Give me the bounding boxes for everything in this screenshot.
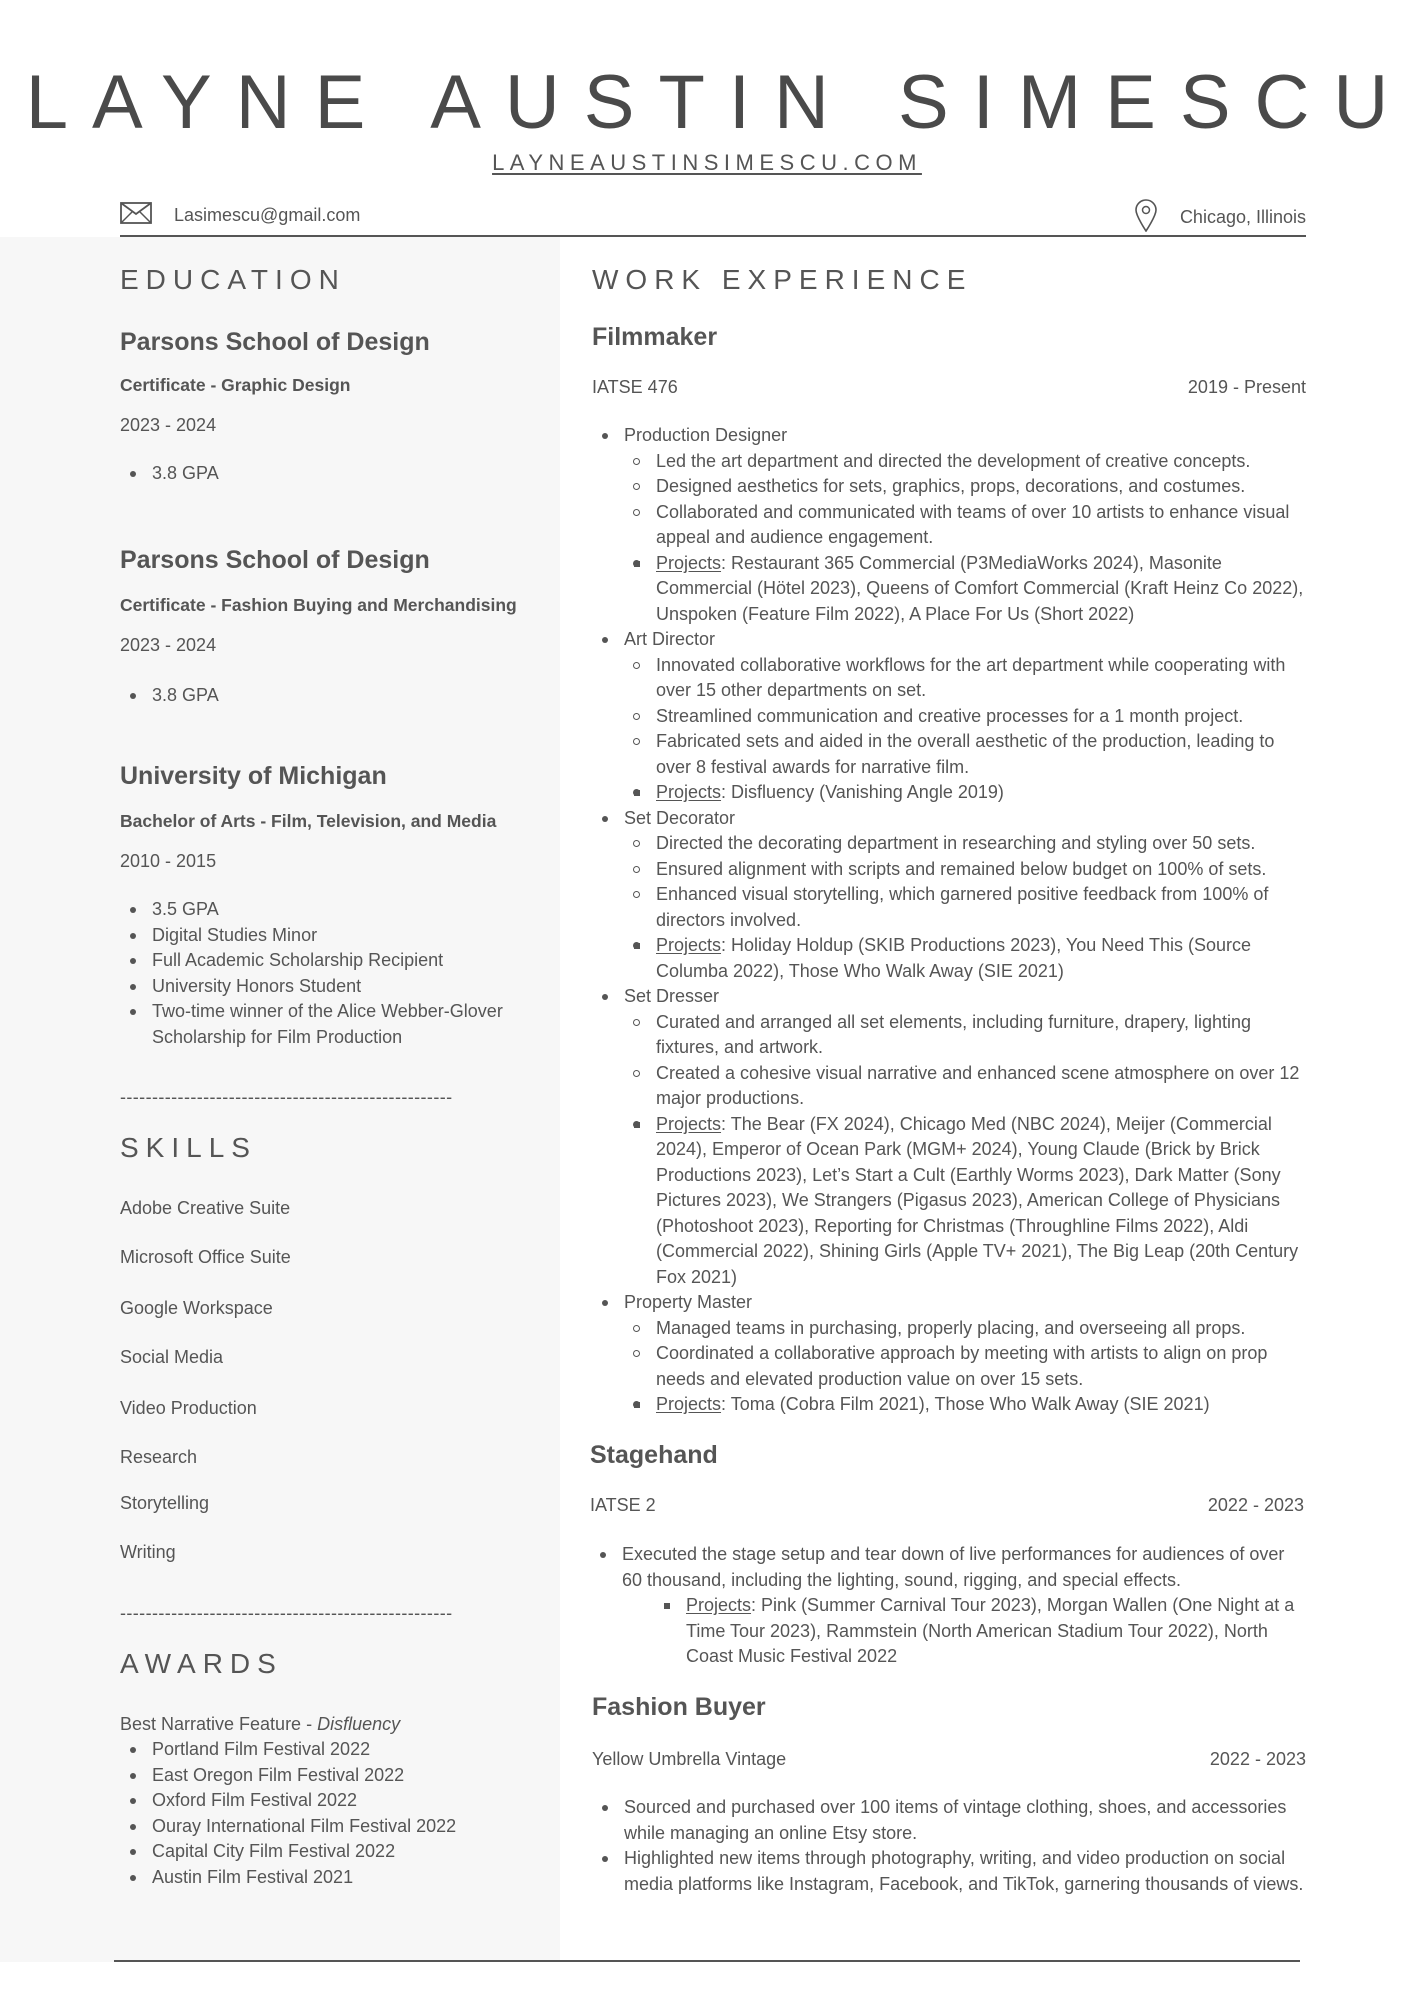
- award-category: Best Narrative Feature -: [120, 1714, 318, 1734]
- role-points: [624, 831, 1306, 984]
- list-item: Oxford Film Festival 2022: [120, 1788, 530, 1814]
- projects-text: Holiday Holdup (SKIB Productions 2023), You Need This (Source Columba 2022), Those Who Walk Away (SIE 2021): [656, 935, 1252, 981]
- education-details: [120, 461, 520, 487]
- map-pin-icon: [1134, 198, 1158, 237]
- list-item: Curated and arranged all set elements, including furniture, drapery, lighting fixtures, and artwork.: [624, 1010, 1306, 1061]
- projects-text: Pink (Summer Carnival Tour 2023), Morgan Wallen (One Night at a Time Tour 2023), Rammstein (North American Stadium Tour 2022), North Coast Music Festival 2022: [686, 1595, 1295, 1666]
- projects-list: [624, 780, 1306, 806]
- skill-item: Writing: [120, 1542, 176, 1562]
- location-contact: [1134, 198, 1306, 237]
- projects-item: Projects: Restaurant 365 Commercial (P3MediaWorks 2024), Masonite Commercial (Hötel 2023), Queens of Comfort Commercial (Kraft Heinz Co 2022), Unspoken (Feature Film 2022), A Place For Us (Short 2022): [624, 551, 1306, 628]
- job-dates: 2022 - 2023: [1207, 1495, 1304, 1515]
- list-item: Ouray International Film Festival 2022: [120, 1814, 530, 1840]
- skill-item: Microsoft Office Suite: [120, 1247, 291, 1267]
- list-item: Full Academic Scholarship Recipient: [120, 948, 530, 974]
- projects-wrap: [624, 780, 1306, 806]
- education-school: University of Michigan: [120, 762, 387, 790]
- list-item: University Honors Student: [120, 974, 530, 1000]
- job-title: Filmmaker: [592, 323, 718, 351]
- list-item: [590, 1542, 1304, 1670]
- role-title: Property Master: [624, 1292, 753, 1312]
- education-title: EDUCATION: [120, 264, 346, 295]
- projects-item: Projects: Holiday Holdup (SKIB Productions 2023), You Need This (Source Columba 2022), Those Who Walk Away (SIE 2021): [624, 933, 1306, 984]
- list-item: Designed aesthetics for sets, graphics, props, decorations, and costumes.: [624, 474, 1306, 500]
- projects-label: Projects: [656, 1113, 722, 1134]
- projects-text: The Bear (FX 2024), Chicago Med (NBC 2024), Meijer (Commercial 2024), Emperor of Ocean Park (MGM+ 2024), Young Claude (Brick by Brick Productions 2023), Let’s Start a Cult (Earthly Worms 2023), Dark Matter (Sony Pictures 2023), We Strangers (Pigasus 2023), American College of Physicians (Photoshoot 2023), Reporting for Christmas (Throughline Films 2022), Aldi (Commercial 2022), Shining Girls (Apple TV+ 2021), The Big Leap (20th Century Fox 2021): [656, 1113, 1299, 1287]
- candidate-name: LAYNE AUSTIN SIMESCU: [25, 60, 1413, 145]
- job-meta: [590, 1495, 1304, 1521]
- projects-item: Projects: The Bear (FX 2024), Chicago Med (NBC 2024), Meijer (Commercial 2024), Emperor of Ocean Park (MGM+ 2024), Young Claude (Brick by Brick Productions 2023), Let’s Start a Cult (Earthly Worms 2023), Dark Matter (Sony Pictures 2023), We Strangers (Pigasus 2023), American College of Physicians (Photoshoot 2023), Reporting for Christmas (Throughline Films 2022), Aldi (Commercial 2022), Shining Girls (Apple TV+ 2021), The Big Leap (20th Century Fox 2021): [624, 1112, 1306, 1291]
- projects-item: Projects: Pink (Summer Carnival Tour 2023), Morgan Wallen (One Night at a Time Tour 2023), Rammstein (North American Stadium Tour 2022), North Coast Music Festival 2022: [654, 1593, 1304, 1670]
- projects-wrap: [624, 933, 1306, 984]
- job-meta: [592, 1749, 1306, 1775]
- award-heading: [120, 1712, 400, 1737]
- role-points: [624, 653, 1306, 806]
- education-school: Parsons School of Design: [120, 328, 430, 356]
- job-points: [590, 1542, 1304, 1670]
- skill-item: Storytelling: [120, 1493, 210, 1513]
- section-divider: ----------------------------------------------------: [120, 1603, 453, 1623]
- list-item: Collaborated and communicated with teams of over 10 artists to enhance visual appeal and audience engagement.: [624, 500, 1306, 551]
- projects-list: [624, 1392, 1306, 1418]
- projects-label: Projects: [686, 1595, 752, 1615]
- list-item: Innovated collaborative workflows for the art department while cooperating with over 15 other departments on set.: [624, 653, 1306, 704]
- projects-list: [624, 933, 1306, 984]
- list-item: Coordinated a collaborative approach by meeting with artists to align on prop needs and elevated production value on over 15 sets.: [624, 1341, 1306, 1392]
- work-title: WORK EXPERIENCE: [592, 264, 973, 295]
- list-item: Capital City Film Festival 2022: [120, 1839, 530, 1865]
- skills-title: SKILLS: [120, 1132, 257, 1163]
- projects-list: [622, 1593, 1304, 1670]
- job-org: IATSE 476: [592, 377, 678, 397]
- list-item: Managed teams in purchasing, properly placing, and overseeing all props.: [624, 1316, 1306, 1342]
- award-film: Disfluency: [317, 1714, 401, 1734]
- projects-wrap: [624, 1112, 1306, 1291]
- list-item: 3.5 GPA: [120, 897, 530, 923]
- footer-divider: [114, 1960, 1300, 1962]
- skill-item: Research: [120, 1447, 198, 1467]
- list-item: Austin Film Festival 2021: [120, 1865, 530, 1891]
- projects-list: [624, 551, 1306, 628]
- list-item: Streamlined communication and creative processes for a 1 month project.: [624, 704, 1306, 730]
- projects-label: Projects: [656, 935, 722, 955]
- list-item: Highlighted new items through photography, writing, and video production on social media platforms like Instagram, Facebook, and TikTok, garnering thousands of views.: [592, 1846, 1306, 1897]
- job-org: IATSE 2: [590, 1495, 656, 1515]
- education-details: [120, 897, 530, 1050]
- list-item: Led the art department and directed the development of creative concepts.: [624, 449, 1306, 475]
- awards-title: AWARDS: [120, 1648, 283, 1679]
- role-points: [624, 1316, 1306, 1418]
- role-title: Art Director: [624, 629, 716, 649]
- role-item: [592, 984, 1306, 1290]
- list-item: 3.8 GPA: [120, 683, 520, 709]
- list-item: Ensured alignment with scripts and remained below budget on 100% of sets.: [624, 857, 1306, 883]
- list-item: 3.8 GPA: [120, 461, 520, 487]
- awards-list: [120, 1737, 530, 1890]
- education-degree: Bachelor of Arts - Film, Television, and Media: [120, 811, 497, 831]
- job-title: Stagehand: [590, 1441, 718, 1469]
- job-title: Fashion Buyer: [592, 1693, 766, 1721]
- projects-item: Projects: Toma (Cobra Film 2021), Those Who Walk Away (SIE 2021): [624, 1392, 1306, 1418]
- section-divider: ----------------------------------------------------: [120, 1087, 453, 1107]
- role-title: Production Designer: [624, 425, 788, 445]
- role-points: [624, 449, 1306, 628]
- envelope-icon: [120, 202, 152, 229]
- list-item: Portland Film Festival 2022: [120, 1737, 530, 1763]
- role-item: [592, 1290, 1306, 1418]
- list-item: Fabricated sets and aided in the overall aesthetic of the production, leading to over 8 festival awards for narrative film.: [624, 729, 1306, 780]
- list-item: Directed the decorating department in researching and styling over 50 sets.: [624, 831, 1306, 857]
- skill-item: Google Workspace: [120, 1298, 273, 1318]
- sidebar: [0, 237, 560, 1962]
- job-points: [592, 1795, 1306, 1897]
- projects-text: Restaurant 365 Commercial (P3MediaWorks 2024), Masonite Commercial (Hötel 2023), Queens of Comfort Commercial (Kraft Heinz Co 2022), Unspoken (Feature Film 2022), A Place For Us (Short 2022): [656, 552, 1304, 624]
- list-item: East Oregon Film Festival 2022: [120, 1763, 530, 1789]
- job-org: Yellow Umbrella Vintage: [592, 1749, 787, 1769]
- education-years: 2023 - 2024: [120, 415, 217, 435]
- projects-text: Disfluency (Vanishing Angle 2019): [731, 782, 1004, 802]
- job-roles: [592, 423, 1306, 1418]
- skill-item: Social Media: [120, 1347, 224, 1367]
- projects-label: Projects: [656, 1394, 722, 1414]
- projects-item: Projects: Disfluency (Vanishing Angle 2019): [624, 780, 1306, 806]
- projects-wrap: [624, 551, 1306, 628]
- list-item: Sourced and purchased over 100 items of vintage clothing, shoes, and accessories while managing an online Etsy store.: [592, 1795, 1306, 1846]
- list-item: Digital Studies Minor: [120, 923, 530, 949]
- role-title: Set Dresser: [624, 986, 720, 1006]
- role-item: [592, 423, 1306, 627]
- email-text[interactable]: Lasimescu@gmail.com: [174, 205, 361, 225]
- projects-list: [624, 1112, 1306, 1291]
- role-title: Set Decorator: [624, 807, 736, 828]
- skill-item: Video Production: [120, 1398, 257, 1418]
- projects-wrap: [624, 1392, 1306, 1418]
- education-school: Parsons School of Design: [120, 546, 430, 574]
- point-text: Executed the stage setup and tear down of live performances for audiences of over 60 thousand, including the lighting, sound, rigging, and special effects.: [622, 1544, 1285, 1590]
- role-item: [592, 806, 1306, 985]
- contact-row: [120, 202, 1306, 232]
- website-link[interactable]: LAYNEAUSTINSIMESCU.COM: [492, 150, 922, 175]
- list-item: Created a cohesive visual narrative and enhanced scene atmosphere on over 12 major productions.: [624, 1061, 1306, 1112]
- job-dates: 2019 - Present: [1187, 377, 1306, 397]
- projects-label: Projects: [656, 782, 722, 802]
- email-contact[interactable]: [120, 202, 360, 229]
- education-degree: Certificate - Fashion Buying and Merchandising: [120, 595, 517, 615]
- list-item: Two-time winner of the Alice Webber-Glover Scholarship for Film Production: [120, 999, 530, 1050]
- job-dates: 2022 - 2023: [1209, 1749, 1306, 1769]
- role-points: [624, 1010, 1306, 1291]
- projects-label: Projects: [656, 552, 722, 573]
- education-degree: Certificate - Graphic Design: [120, 375, 351, 395]
- education-years: 2010 - 2015: [120, 851, 217, 871]
- job-meta: [592, 377, 1306, 403]
- list-item: Enhanced visual storytelling, which garnered positive feedback from 100% of directors involved.: [624, 882, 1306, 933]
- projects-text: Toma (Cobra Film 2021), Those Who Walk Away (SIE 2021): [730, 1394, 1210, 1414]
- education-years: 2023 - 2024: [120, 635, 217, 655]
- role-item: [592, 627, 1306, 806]
- education-details: [120, 683, 520, 709]
- skill-item: Adobe Creative Suite: [120, 1198, 291, 1218]
- location-text: Chicago, Illinois: [1179, 207, 1306, 227]
